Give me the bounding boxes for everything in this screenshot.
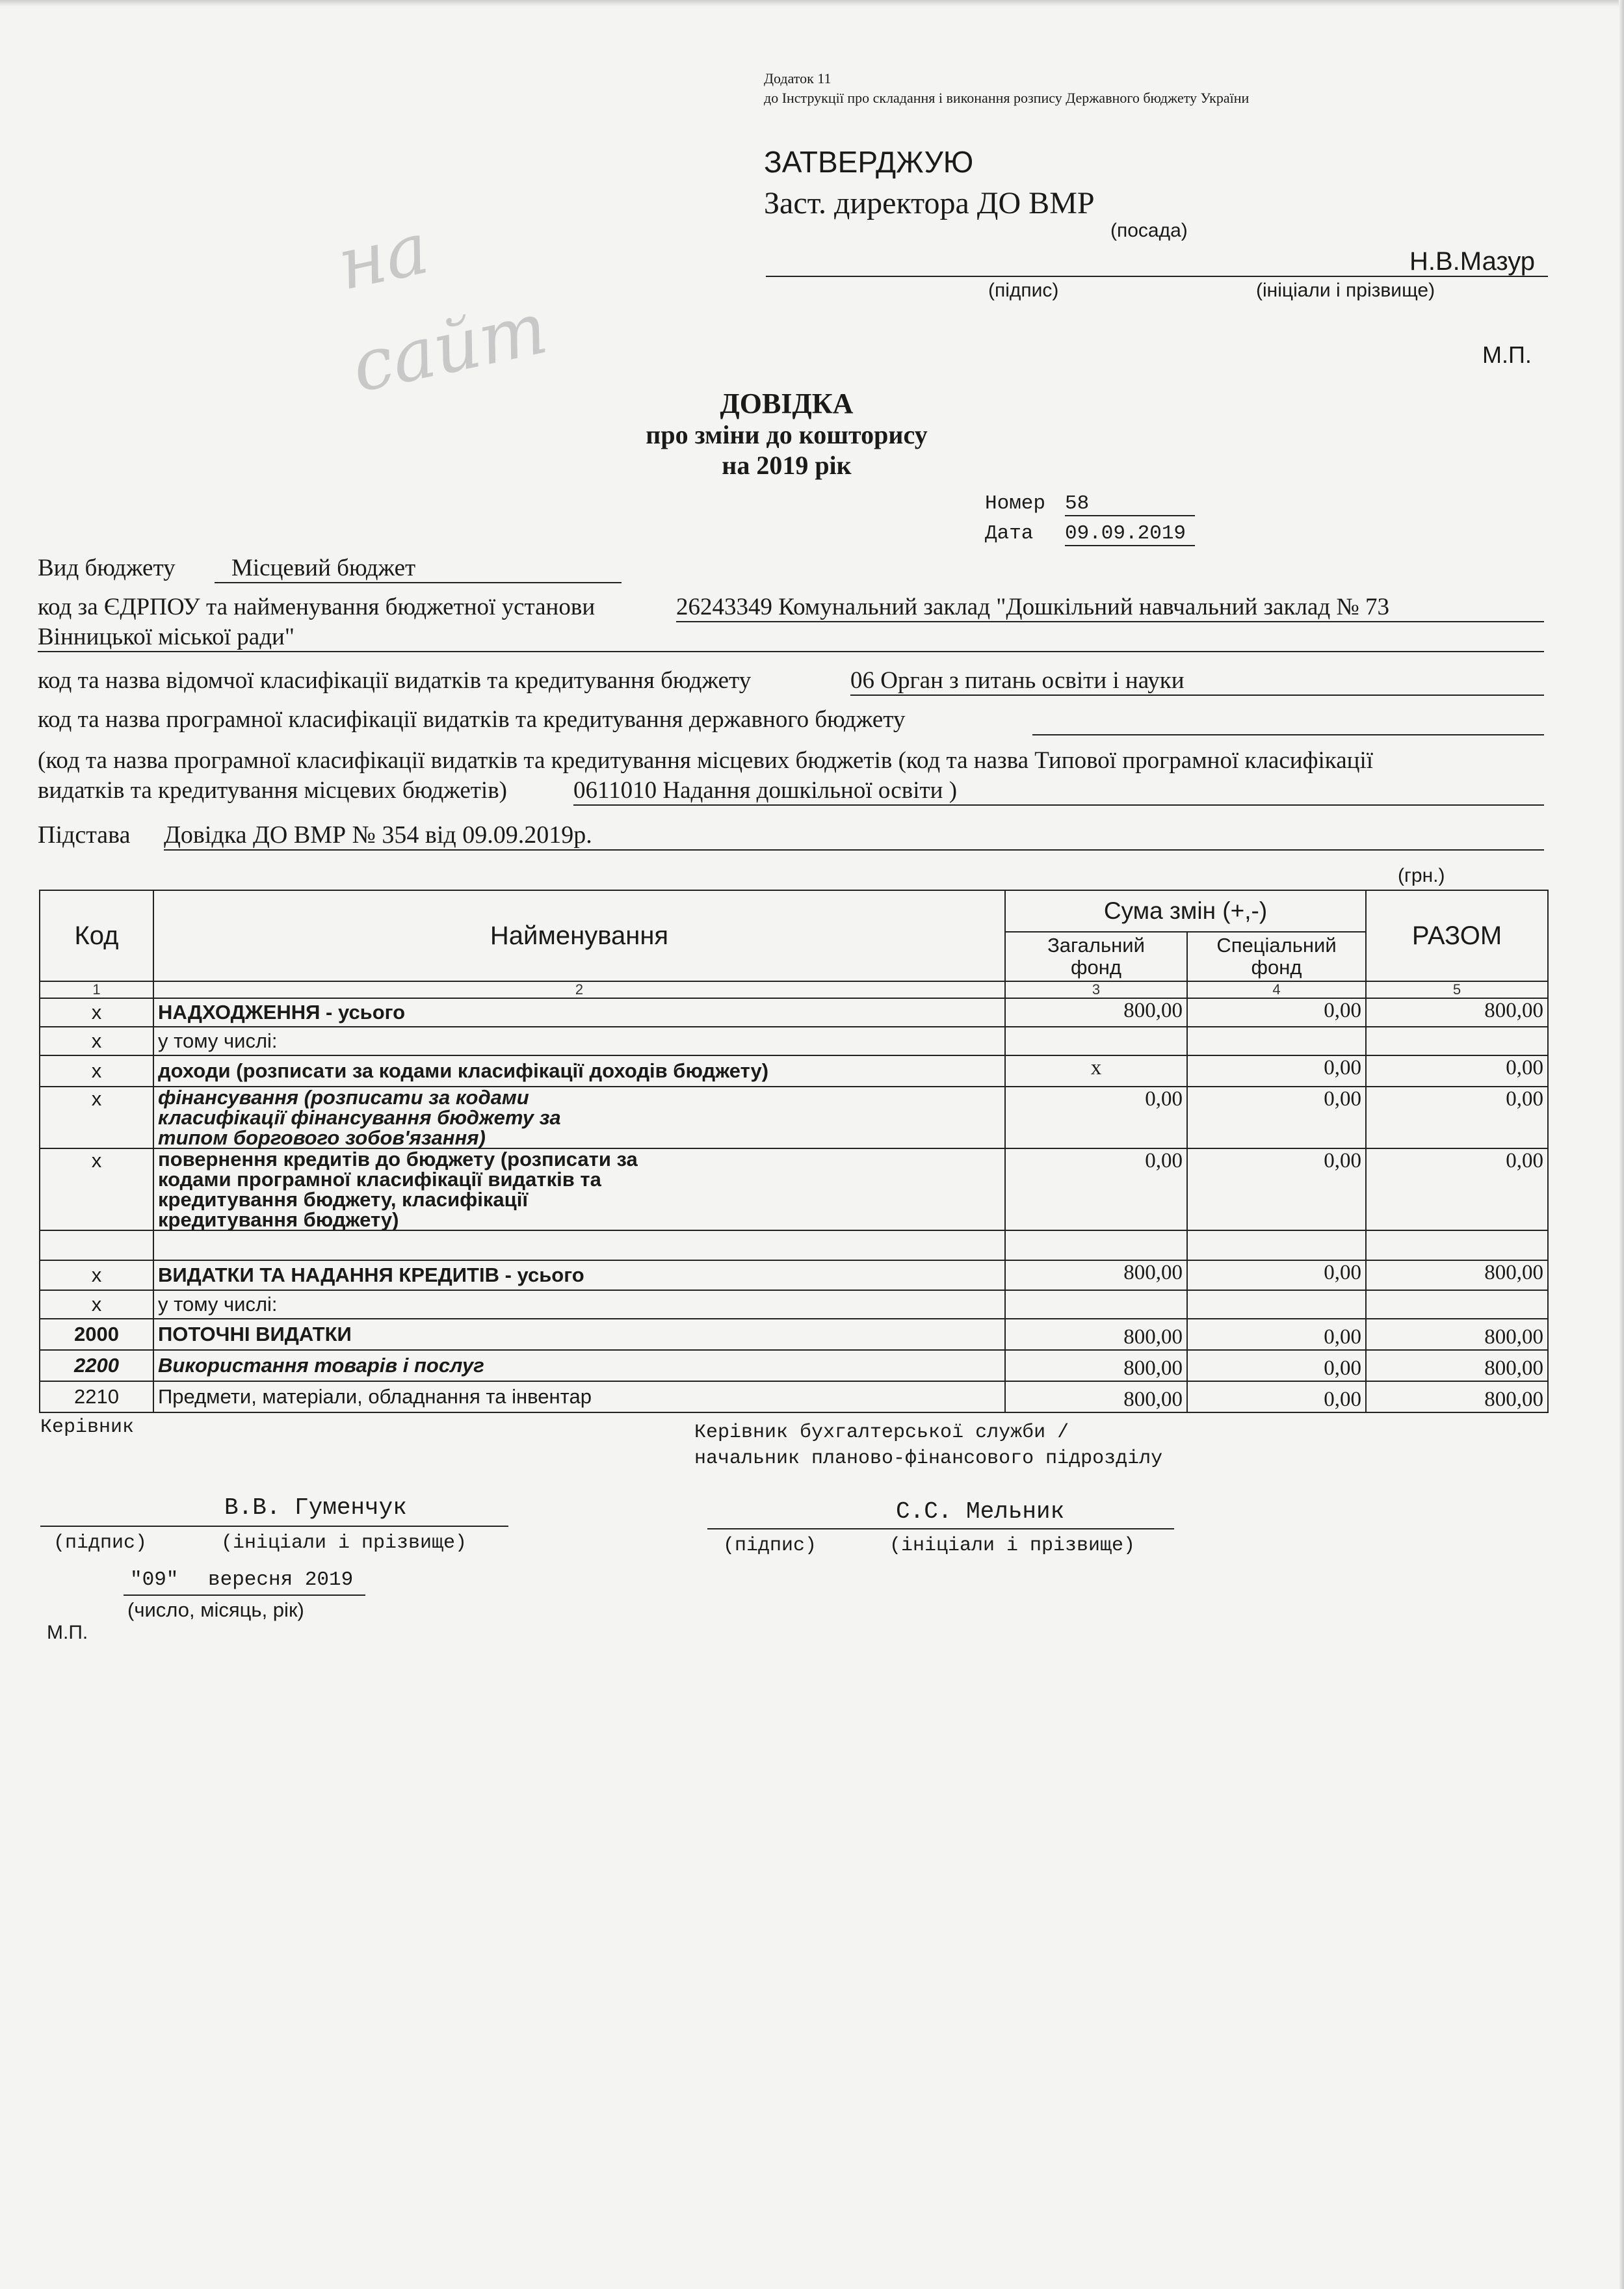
approver-name: Н.В.Мазур	[1409, 247, 1536, 276]
row-general: 800,00	[1005, 1319, 1187, 1350]
table-row	[40, 1230, 1548, 1260]
header-code: Код	[40, 890, 153, 981]
row-name: у тому числі:	[153, 1027, 1005, 1055]
state-program-classification-label: код та назва програмної класифікації видатків та кредитування державного бюджету	[38, 706, 906, 733]
column-index-row	[40, 981, 1548, 998]
row-total	[1366, 1027, 1548, 1055]
appendix-line1: Додаток 11	[764, 70, 832, 86]
accountant-name: С.С. Мельник	[896, 1498, 1065, 1525]
row-name: у тому числі:	[153, 1290, 1005, 1319]
row-special: 0,00	[1187, 1350, 1366, 1381]
row-total	[1366, 1230, 1548, 1260]
table-row	[40, 1260, 1548, 1290]
handwritten-note-line2: сайт	[344, 285, 555, 409]
row-code: х	[40, 1148, 153, 1230]
table-row	[40, 998, 1548, 1027]
column-index: 3	[1005, 981, 1187, 998]
row-code: х	[40, 1290, 153, 1319]
row-name: ВИДАТКИ ТА НАДАННЯ КРЕДИТІВ - усього	[153, 1260, 1005, 1290]
row-name: доходи (розписати за кодами класифікації доходів бюджету)	[153, 1055, 1005, 1087]
row-general: 800,00	[1005, 1350, 1187, 1381]
row-code: х	[40, 1027, 153, 1055]
approver-signature-line	[766, 276, 1548, 277]
header-general-fund: Загальний фонд	[1005, 932, 1187, 981]
scan-edge-right	[1619, 0, 1624, 2289]
document-subtitle: про зміни до кошторису	[646, 420, 928, 449]
row-total: 0,00	[1366, 1055, 1548, 1087]
row-code: 2000	[40, 1319, 153, 1350]
row-total: 0,00	[1366, 1087, 1548, 1148]
signing-month-year: вересня 2019	[208, 1568, 354, 1591]
row-name: фінансування (розписати за кодами класифікації фінансування бюджету за типом боргового зобов'язання)	[153, 1087, 1005, 1148]
edrpou-label: код за ЄДРПОУ та найменування бюджетної установи	[38, 594, 596, 620]
row-general: 800,00	[1005, 1260, 1187, 1290]
local-program-classification-label-line1: (код та назва програмної класифікації видатків та кредитування місцевих бюджетів (код та назва Типової програмної класифікації	[38, 747, 1374, 774]
header-special-fund: Спеціальний фонд	[1187, 932, 1366, 981]
row-total: 800,00	[1366, 1381, 1548, 1412]
row-special: 0,00	[1187, 1148, 1366, 1230]
table-row	[40, 1087, 1548, 1148]
table-row	[40, 1055, 1548, 1087]
approve-heading: ЗАТВЕРДЖУЮ	[764, 145, 974, 179]
row-general: 800,00	[1005, 1381, 1187, 1412]
row-name: Предмети, матеріали, обладнання та інвентар	[153, 1381, 1005, 1412]
accountant-label-line2: начальник планово-фінансового підрозділу	[694, 1448, 1163, 1470]
row-total: 800,00	[1366, 1260, 1548, 1290]
approver-stamp: М.П.	[1482, 341, 1532, 368]
column-index: 5	[1366, 981, 1548, 998]
date-label: Дата	[985, 522, 1034, 545]
accountant-signature-caption: (підпис)	[723, 1535, 817, 1557]
row-special	[1187, 1027, 1366, 1055]
row-special: 0,00	[1187, 1260, 1366, 1290]
basis-value: Довідка ДО ВМР № 354 від 09.09.2019р.	[164, 821, 1544, 851]
handwritten-note-line1: на	[330, 206, 436, 306]
signing-date-line	[124, 1594, 365, 1596]
changes-table	[39, 890, 1549, 1413]
approver-initials-caption: (ініціали і прізвище)	[1256, 280, 1435, 301]
head-signature-caption: (підпис)	[53, 1532, 148, 1554]
row-general: 0,00	[1005, 1087, 1187, 1148]
edrpou-value-line1: 26243349 Комунальний заклад "Дошкільний навчальний заклад № 73	[676, 593, 1544, 622]
number-label: Номер	[985, 492, 1046, 515]
row-general	[1005, 1290, 1187, 1319]
column-index: 1	[40, 981, 153, 998]
row-special	[1187, 1230, 1366, 1260]
signing-day: "09"	[130, 1568, 179, 1591]
row-name: Використання товарів і послуг	[153, 1350, 1005, 1381]
row-general: 800,00	[1005, 998, 1187, 1027]
table-row	[40, 1027, 1548, 1055]
table-row	[40, 1381, 1548, 1412]
budget-type-label: Вид бюджету	[38, 555, 176, 581]
header-sum-changes: Сума змін (+,-)	[1005, 890, 1366, 932]
row-general	[1005, 1230, 1187, 1260]
column-index: 4	[1187, 981, 1366, 998]
row-code: 2200	[40, 1350, 153, 1381]
row-total	[1366, 1290, 1548, 1319]
row-code: х	[40, 1087, 153, 1148]
accountant-label-line1: Керівник бухгалтерської служби /	[694, 1422, 1069, 1444]
document-year: на 2019 рік	[722, 451, 852, 480]
footer-stamp: М.П.	[47, 1622, 88, 1643]
currency-unit: (грн.)	[1398, 865, 1445, 886]
row-name	[153, 1230, 1005, 1260]
row-total: 800,00	[1366, 1350, 1548, 1381]
row-total: 0,00	[1366, 1148, 1548, 1230]
row-code: х	[40, 1260, 153, 1290]
head-name: В.В. Гуменчук	[224, 1494, 407, 1521]
head-initials-caption: (ініціали і прізвище)	[221, 1532, 467, 1554]
row-name: НАДХОДЖЕННЯ - усього	[153, 998, 1005, 1027]
row-code	[40, 1230, 153, 1260]
row-special: 0,00	[1187, 1055, 1366, 1087]
row-special: 0,00	[1187, 1319, 1366, 1350]
budget-type-value: Місцевий бюджет	[215, 554, 622, 583]
department-classification-label: код та назва відомчої класифікації видатків та кредитування бюджету	[38, 667, 752, 694]
approver-position: Заст. директора ДО ВМР	[764, 186, 1095, 220]
row-code: 2210	[40, 1381, 153, 1412]
approver-signature-caption: (підпис)	[988, 280, 1059, 301]
document-date: 09.09.2019	[1065, 522, 1195, 546]
position-caption: (посада)	[1110, 220, 1188, 241]
head-signature-line	[40, 1526, 508, 1527]
signing-date-caption: (число, місяць, рік)	[127, 1598, 304, 1621]
row-code: х	[40, 1055, 153, 1087]
row-general: 0,00	[1005, 1148, 1187, 1230]
head-label: Керівник	[40, 1416, 135, 1438]
row-general	[1005, 1027, 1187, 1055]
row-total: 800,00	[1366, 1319, 1548, 1350]
accountant-signature-line	[707, 1528, 1174, 1529]
row-code: х	[40, 998, 153, 1027]
document-number: 58	[1065, 492, 1195, 516]
basis-label: Підстава	[38, 821, 131, 849]
scan-edge-top	[0, 0, 1624, 7]
row-name: повернення кредитів до бюджету (розписати за кодами програмної класифікації видатків та кредитування бюджету, класифікації кредитування бюджету)	[153, 1148, 1005, 1230]
row-special	[1187, 1290, 1366, 1319]
local-program-classification-label-line2: видатків та кредитування місцевих бюджетів)	[38, 777, 508, 804]
row-total: 800,00	[1366, 998, 1548, 1027]
row-special: 0,00	[1187, 1381, 1366, 1412]
state-program-classification-value	[1032, 706, 1544, 735]
row-special: 0,00	[1187, 998, 1366, 1027]
department-classification-value: 06 Орган з питань освіти і науки	[850, 667, 1544, 696]
row-general: х	[1005, 1055, 1187, 1087]
row-special: 0,00	[1187, 1087, 1366, 1148]
row-name: ПОТОЧНІ ВИДАТКИ	[153, 1319, 1005, 1350]
accountant-initials-caption: (ініціали і прізвище)	[889, 1535, 1136, 1557]
document-title: ДОВІДКА	[720, 388, 854, 419]
table-row	[40, 1290, 1548, 1319]
local-program-classification-value: 0611010 Надання дошкільної освіти )	[573, 776, 1544, 806]
header-name: Найменування	[153, 890, 1005, 981]
table-row	[40, 1319, 1548, 1350]
header-total: РАЗОМ	[1366, 890, 1548, 981]
table-row	[40, 1148, 1548, 1230]
edrpou-value-line2: Вінницької міської ради"	[38, 623, 1544, 652]
table-row	[40, 1350, 1548, 1381]
appendix-line2: до Інструкції про складання і виконання розпису Державного бюджету України	[764, 90, 1250, 106]
column-index: 2	[153, 981, 1005, 998]
